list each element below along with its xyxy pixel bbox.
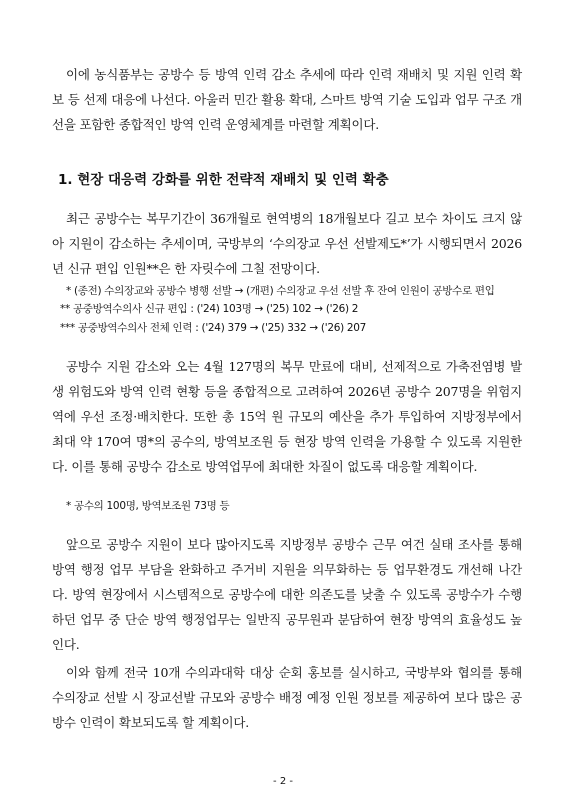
footnote-1: * (종전) 수의장교와 공방수 병행 선발 → (개편) 수의장교 우선 선발 후 잔여 인원이 공방수로 편입: [66, 285, 495, 297]
section-heading: 1. 현장 대응력 강화를 위한 전략적 재배치 및 인력 확충: [58, 172, 389, 188]
footnote-2: ** 공중방역수의사 신규 편입 : ('24) 103명 → ('25) 102 → ('26) 2: [60, 303, 359, 315]
body-paragraph-2: 공방수 지원 감소와 오는 4월 127명의 복무 만료에 대비, 선제적으로 가축전염병 발생 위험도와 방역 인력 현황 등을 종합적으로 고려하여 2026년 공방수 207명을 위험지역에 우선 조정·배치한다. 또한 총 15억 원 규모의 예산을 추가 투입하여 지방정부에서 최대 약 170여 명*의 공수의, 방역보조원 등 현장 방역 인력을 가용할 수 있도록 지원한다. 이를 통해 공방수 감소로 방역업무에 최대한 차질이 없도록 대응할 계획이다.: [52, 359, 522, 474]
intro-paragraph: 이에 농식품부는 공방수 등 방역 인력 감소 추세에 따라 인력 재배치 및 지원 인력 확보 등 선제 대응에 나선다. 아울러 민간 활용 확대, 스마트 방역 기술 도입과 업무 구조 개선을 포함한 종합적인 방역 인력 운영체계를 마련할 계획이다.: [52, 67, 522, 132]
page-number: - 2 -: [273, 776, 293, 787]
body-paragraph-4: 이와 함께 전국 10개 수의과대학 대상 순회 홍보를 실시하고, 국방부와 협의를 통해 수의장교 선발 시 장교선발 규모와 공방수 배정 예정 인원 정보를 제공하여 보다 많은 공방수 인력이 확보되도록 할 계획이다.: [52, 665, 522, 730]
footnote-3: *** 공중방역수의사 전체 인력 : ('24) 379 → ('25) 332 → ('26) 207: [60, 322, 367, 334]
body-paragraph-3: 앞으로 공방수 지원이 보다 많아지도록 지방정부 공방수 근무 여건 실태 조사를 통해 방역 행정 업무 부담을 완화하고 주거비 지원을 의무화하는 등 업무환경도 개선해 나간다. 방역 현장에서 시스템적으로 공방수에 대한 의존도를 낮출 수 있도록 공방수가 수행하던 업무 중 단순 방역 행정업무는 일반직 공무원과 분담하여 현장 방역의 효율성도 높인다.: [52, 537, 522, 652]
body-paragraph-1: 최근 공방수는 복무기간이 36개월로 현역병의 18개월보다 길고 보수 차이도 크지 않아 지원이 감소하는 추세이며, 국방부의 ‘수의장교 우선 선발제도*’가 시행되면서 2026년 신규 편입 인원**은 한 자릿수에 그칠 전망이다.: [52, 211, 522, 276]
footnote-4: * 공수의 100명, 방역보조원 73명 등: [66, 500, 230, 512]
